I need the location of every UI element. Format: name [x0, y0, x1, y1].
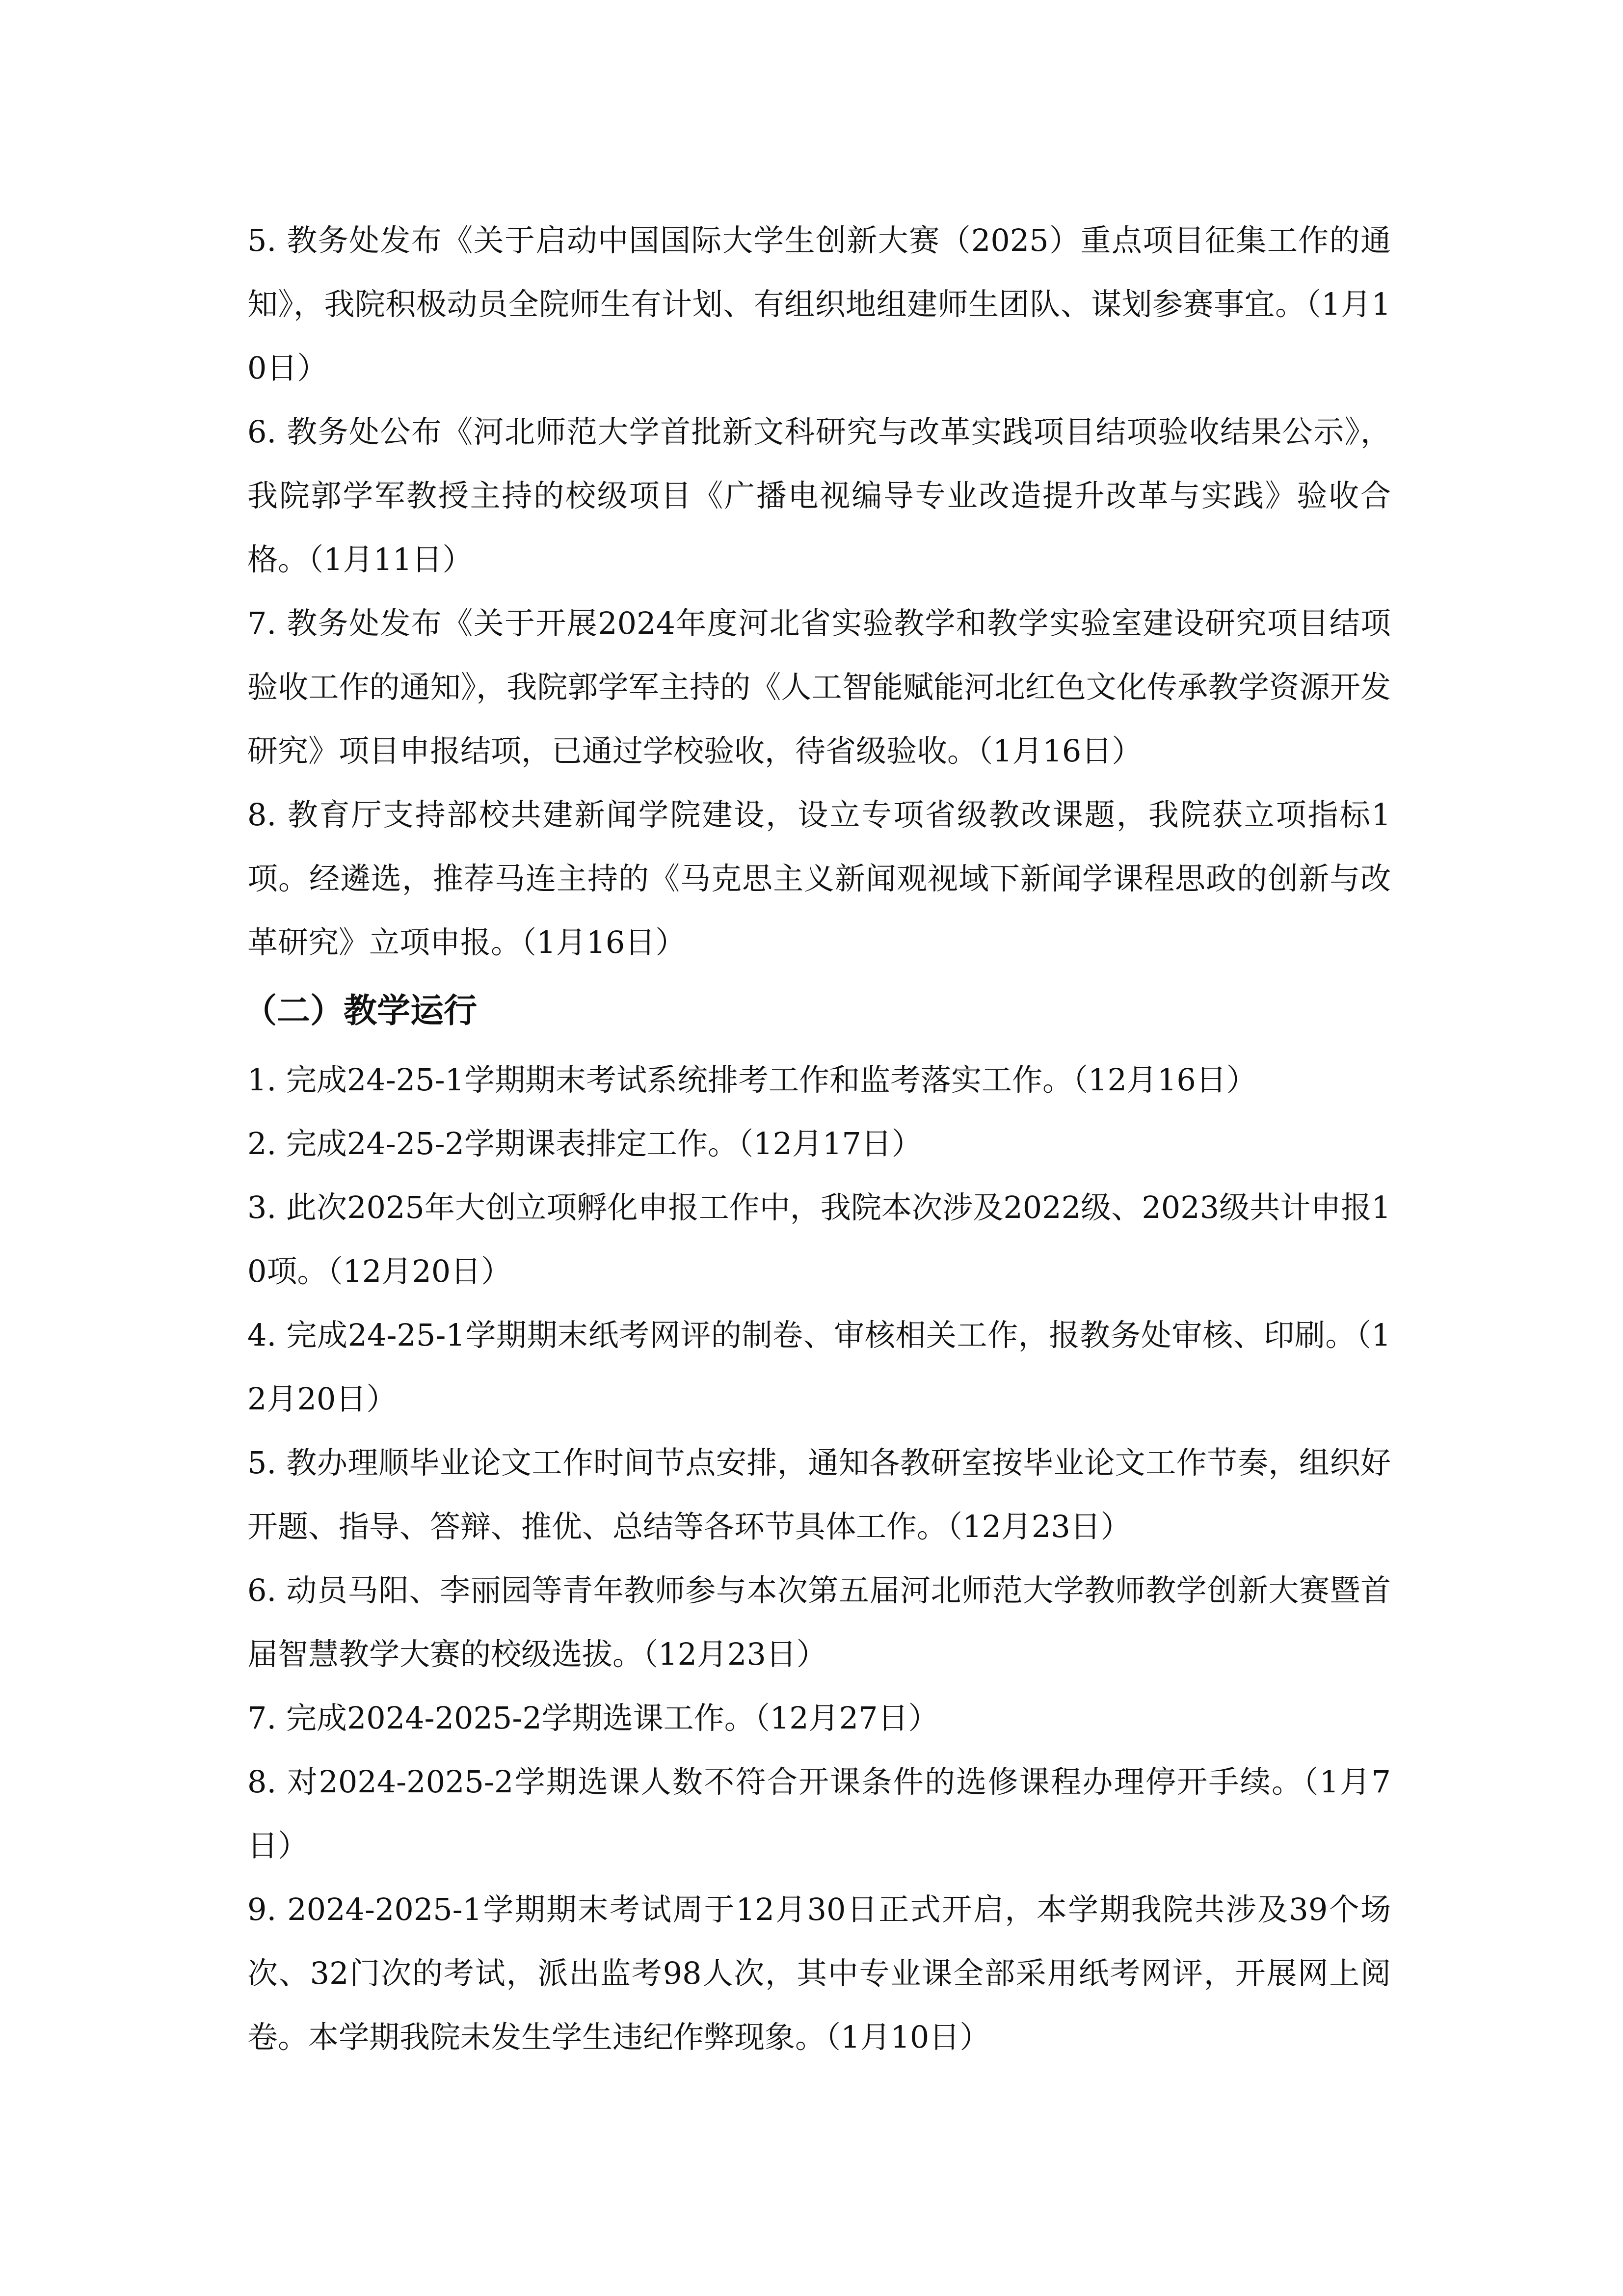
- list-item: 7. 完成2024-2025-2学期选课工作。（12月27日）: [247, 1700, 939, 1736]
- list-item: 8. 教育厅支持部校共建新闻学院建设，设立专项省级教改课题，我院获立项指标1项。经遴选，推荐马连主持的《马克思主义新闻观视域下新闻学课程思政的创新与改革研究》立项申报。（1月16日）: [247, 797, 1391, 960]
- section-1-continued: [247, 209, 1391, 974]
- document-body: [243, 209, 1391, 2069]
- list-item: 7. 教务处发布《关于开展2024年度河北省实验教学和教学实验室建设研究项目结项验收工作的通知》，我院郭学军主持的《人工智能赋能河北红色文化传承教学资源开发研究》项目申报结项，已通过学校验收，待省级验收。（1月16日）: [247, 605, 1391, 769]
- list-item: 3. 此次2025年大创立项孵化申报工作中，我院本次涉及2022级、2023级共计申报10项。（12月20日）: [247, 1189, 1391, 1289]
- section-2: [243, 974, 1391, 2069]
- list-item: 6. 动员马阳、李丽园等青年教师参与本次第五届河北师范大学教师教学创新大赛暨首届智慧教学大赛的校级选拔。（12月23日）: [247, 1572, 1391, 1672]
- list-item: 1. 完成24-25-1学期期末考试系统排考工作和监考落实工作。（12月16日）: [247, 1062, 1257, 1098]
- list-item: 6. 教务处公布《河北师范大学首批新文科研究与改革实践项目结项验收结果公示》，我院郭学军教授主持的校级项目《广播电视编导专业改造提升改革与实践》验收合格。（1月11日）: [247, 414, 1391, 577]
- list-item: 4. 完成24-25-1学期期末纸考网评的制卷、审核相关工作，报教务处审核、印刷。（12月20日）: [247, 1317, 1391, 1417]
- list-item: 8. 对2024-2025-2学期选课人数不符合开课条件的选修课程办理停开手续。（1月7日）: [247, 1764, 1391, 1864]
- list-item: 2. 完成24-25-2学期课表排定工作。（12月17日）: [247, 1126, 922, 1162]
- list-item: 5. 教办理顺毕业论文工作时间节点安排，通知各教研室按毕业论文工作节奏，组织好开题、指导、答辩、推优、总结等各环节具体工作。（12月23日）: [247, 1445, 1391, 1544]
- section-heading: （二）教学运行: [243, 992, 478, 1030]
- list-item: 9. 2024-2025-1学期期末考试周于12月30日正式开启，本学期我院共涉及39个场次、32门次的考试，派出监考98人次，其中专业课全部采用纸考网评，开展网上阅卷。本学期我院未发生学生违纪作弊现象。（1月10日）: [247, 1891, 1391, 2055]
- list-item: 5. 教务处发布《关于启动中国国际大学生创新大赛（2025）重点项目征集工作的通知》，我院积极动员全院师生有计划、有组织地组建师生团队、谋划参赛事宜。（1月10日）: [247, 222, 1391, 386]
